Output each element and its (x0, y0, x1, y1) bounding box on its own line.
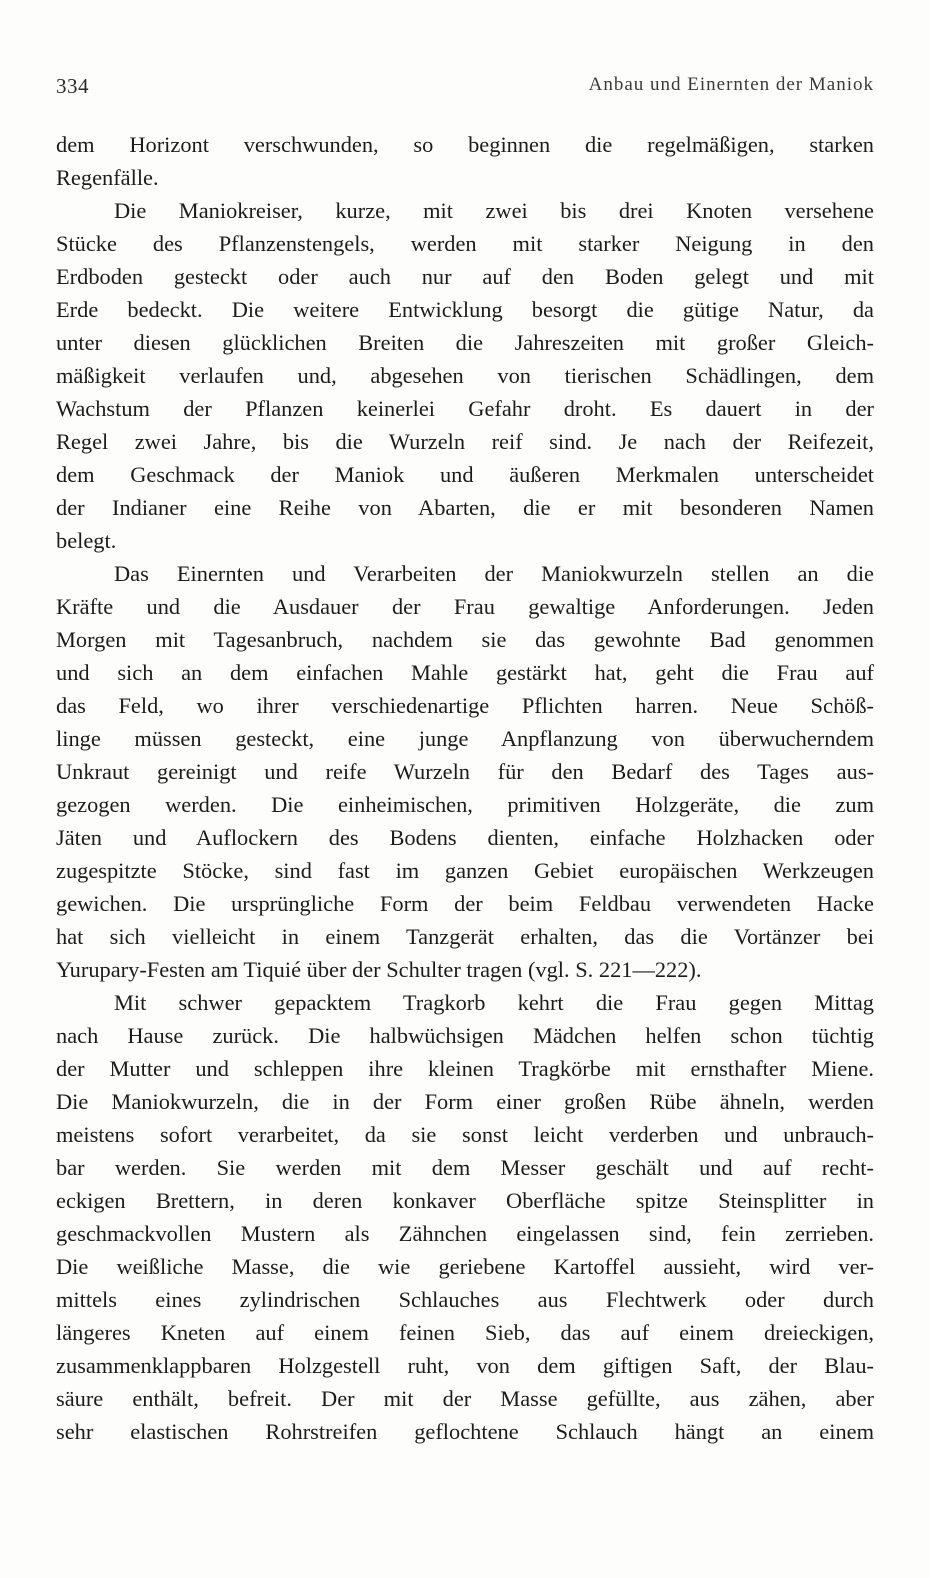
page-number: 334 (56, 74, 89, 98)
text-line: der Mutter und schleppen ihre kleinen Tragkörbe mit ernsthafter Miene. (56, 1056, 874, 1081)
text-line: Erdboden gesteckt oder auch nur auf den Boden gelegt und mit (56, 264, 874, 289)
text-line: geschmackvollen Mustern als Zähnchen eingelassen sind, fein zerrieben. (56, 1221, 874, 1246)
text-line: sehr elastischen Rohrstreifen geflochtene Schlauch hängt an einem (56, 1419, 874, 1444)
text-line: gezogen werden. Die einheimischen, primitiven Holzgeräte, die zum (56, 792, 874, 817)
text-line: eckigen Brettern, in deren konkaver Oberfläche spitze Steinsplitter in (56, 1188, 874, 1213)
text-line: nach Hause zurück. Die halbwüchsigen Mädchen helfen schon tüchtig (56, 1023, 874, 1048)
text-line: Morgen mit Tagesanbruch, nachdem sie das gewohnte Bad genommen (56, 627, 874, 652)
text-line: meistens sofort verarbeitet, da sie sonst leicht verderben und unbrauch- (56, 1122, 874, 1147)
text-line: säure enthält, befreit. Der mit der Masse gefüllte, aus zähen, aber (56, 1386, 874, 1411)
text-line: zugespitzte Stöcke, sind fast im ganzen Gebiet europäischen Werkzeugen (56, 858, 874, 883)
paragraph (56, 986, 874, 1448)
text-line: dem Horizont verschwunden, so beginnen die regelmäßigen, starken (56, 132, 874, 157)
text-line: hat sich vielleicht in einem Tanzgerät erhalten, das die Vortänzer bei (56, 924, 874, 949)
text-line: das Feld, wo ihrer verschiedenartige Pflichten harren. Neue Schöß- (56, 693, 874, 718)
running-head (56, 74, 874, 104)
paragraph (56, 194, 874, 557)
text-line: Kräfte und die Ausdauer der Frau gewaltige Anforderungen. Jeden (56, 594, 874, 619)
text-line: Wachstum der Pflanzen keinerlei Gefahr droht. Es dauert in der (56, 396, 874, 421)
text-line: Regel zwei Jahre, bis die Wurzeln reif sind. Je nach der Reifezeit, (56, 429, 874, 454)
text-line: mäßigkeit verlaufen und, abgesehen von tierischen Schädlingen, dem (56, 363, 874, 388)
text-line: Regenfälle. (56, 165, 159, 190)
text-line: Stücke des Pflanzenstengels, werden mit starker Neigung in den (56, 231, 874, 256)
text-line: längeres Kneten auf einem feinen Sieb, das auf einem dreieckigen, (56, 1320, 874, 1345)
paragraph (56, 557, 874, 986)
text-line: Die Maniokreiser, kurze, mit zwei bis drei Knoten versehene (114, 198, 874, 223)
text-line: Erde bedeckt. Die weitere Entwicklung besorgt die gütige Natur, da (56, 297, 874, 322)
paragraph (56, 128, 874, 194)
text-line: Unkraut gereinigt und reife Wurzeln für den Bedarf des Tages aus- (56, 759, 874, 784)
text-line: Jäten und Auflockern des Bodens dienten, einfache Holzhacken oder (56, 825, 874, 850)
text-line: der Indianer eine Reihe von Abarten, die er mit besonderen Namen (56, 495, 874, 520)
text-line: dem Geschmack der Maniok und äußeren Merkmalen unterscheidet (56, 462, 874, 487)
text-line: Das Einernten und Verarbeiten der Maniokwurzeln stellen an die (114, 561, 874, 586)
text-line: Yurupary-Festen am Tiquié über der Schulter tragen (vgl. S. 221—222). (56, 957, 702, 982)
running-title: Anbau und Einernten der Maniok (588, 74, 874, 95)
text-line: mittels eines zylindrischen Schlauches aus Flechtwerk oder durch (56, 1287, 874, 1312)
text-line: und sich an dem einfachen Mahle gestärkt hat, geht die Frau auf (56, 660, 874, 685)
text-line: Die weißliche Masse, die wie geriebene Kartoffel aussieht, wird ver- (56, 1254, 874, 1279)
text-line: Die Maniokwurzeln, die in der Form einer großen Rübe ähneln, werden (56, 1089, 874, 1114)
text-line: belegt. (56, 528, 117, 553)
text-line: bar werden. Sie werden mit dem Messer geschält und auf recht- (56, 1155, 874, 1180)
text-line: unter diesen glücklichen Breiten die Jahreszeiten mit großer Gleich- (56, 330, 874, 355)
body-text (56, 128, 874, 1448)
text-line: linge müssen gesteckt, eine junge Anpflanzung von überwucherndem (56, 726, 874, 751)
text-line: gewichen. Die ursprüngliche Form der beim Feldbau verwendeten Hacke (56, 891, 874, 916)
text-line: Mit schwer gepacktem Tragkorb kehrt die Frau gegen Mittag (114, 990, 874, 1015)
text-line: zusammenklappbaren Holzgestell ruht, von dem giftigen Saft, der Blau- (56, 1353, 874, 1378)
